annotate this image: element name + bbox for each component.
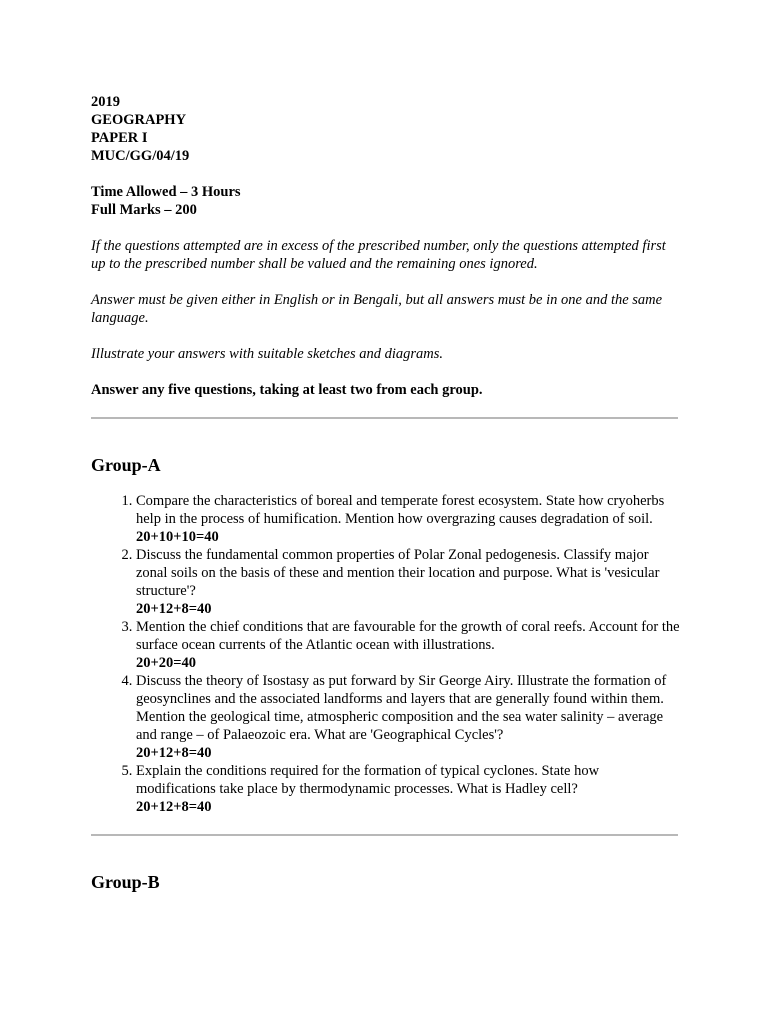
question-text: Explain the conditions required for the formation of typical cyclones. State how modifications take place by thermodynamic processes. What is Hadley cell? [136, 763, 600, 797]
question-text: Discuss the theory of Isostasy as put forward by Sir George Airy. Illustrate the formation of geosynclines and the associated landforms and layers that are generally found within them. [136, 673, 667, 707]
subject-title: GEOGRAPHY [91, 112, 187, 128]
question-text: Compare the characteristics of boreal and temperate forest ecosystem. State how cryoherbs help in the process of humification. Mention how overgrazing causes degradation of soil. [136, 493, 665, 527]
question-marks: 20+12+8=40 [136, 799, 212, 815]
question-item [136, 618, 681, 672]
group-b-heading: Group-B [91, 872, 160, 892]
question-marks: 20+12+8=40 [136, 745, 212, 761]
section-divider [91, 834, 678, 836]
question-marks: 20+20=40 [136, 655, 197, 671]
group-a-questions [91, 492, 681, 816]
question-item [136, 546, 681, 618]
instruction-language: Answer must be given either in English or in Bengali, but all answers must be in one and the same language. [91, 292, 663, 326]
question-marks: 20+12+8=40 [136, 601, 212, 617]
instruction-excess: If the questions attempted are in excess of the prescribed number, only the questions attempted first up to the prescribed number shall be valued and the remaining ones ignored. [91, 238, 666, 272]
exam-document [91, 93, 681, 893]
time-allowed: Time Allowed – 3 Hours [91, 184, 241, 200]
question-text-continued: Mention the geological time, atmospheric composition and the sea water salinity – average and range – of Palaeozoic era. What are 'Geographical Cycles'? [136, 709, 664, 743]
instruction-illustrate: Illustrate your answers with suitable sketches and diagrams. [91, 346, 444, 362]
full-marks: Full Marks – 200 [91, 202, 197, 218]
instruction-answer-any: Answer any five questions, taking at least two from each group. [91, 382, 483, 398]
question-item [136, 762, 681, 816]
paper-number: PAPER I [91, 130, 148, 146]
section-divider [91, 417, 678, 419]
paper-code: MUC/GG/04/19 [91, 148, 190, 164]
year: 2019 [91, 94, 120, 110]
paper-header [91, 93, 681, 165]
exam-info [91, 183, 681, 219]
question-item [136, 492, 681, 546]
question-text: Mention the chief conditions that are favourable for the growth of coral reefs. Account for the surface ocean currents of the Atlantic ocean with illustrations. [136, 619, 680, 653]
question-marks: 20+10+10=40 [136, 529, 219, 545]
question-item [136, 672, 681, 762]
question-text: Discuss the fundamental common properties of Polar Zonal pedogenesis. Classify major zonal soils on the basis of these and mention their location and purpose. What is 'vesicular structure'? [136, 547, 660, 599]
group-a-heading: Group-A [91, 455, 161, 475]
